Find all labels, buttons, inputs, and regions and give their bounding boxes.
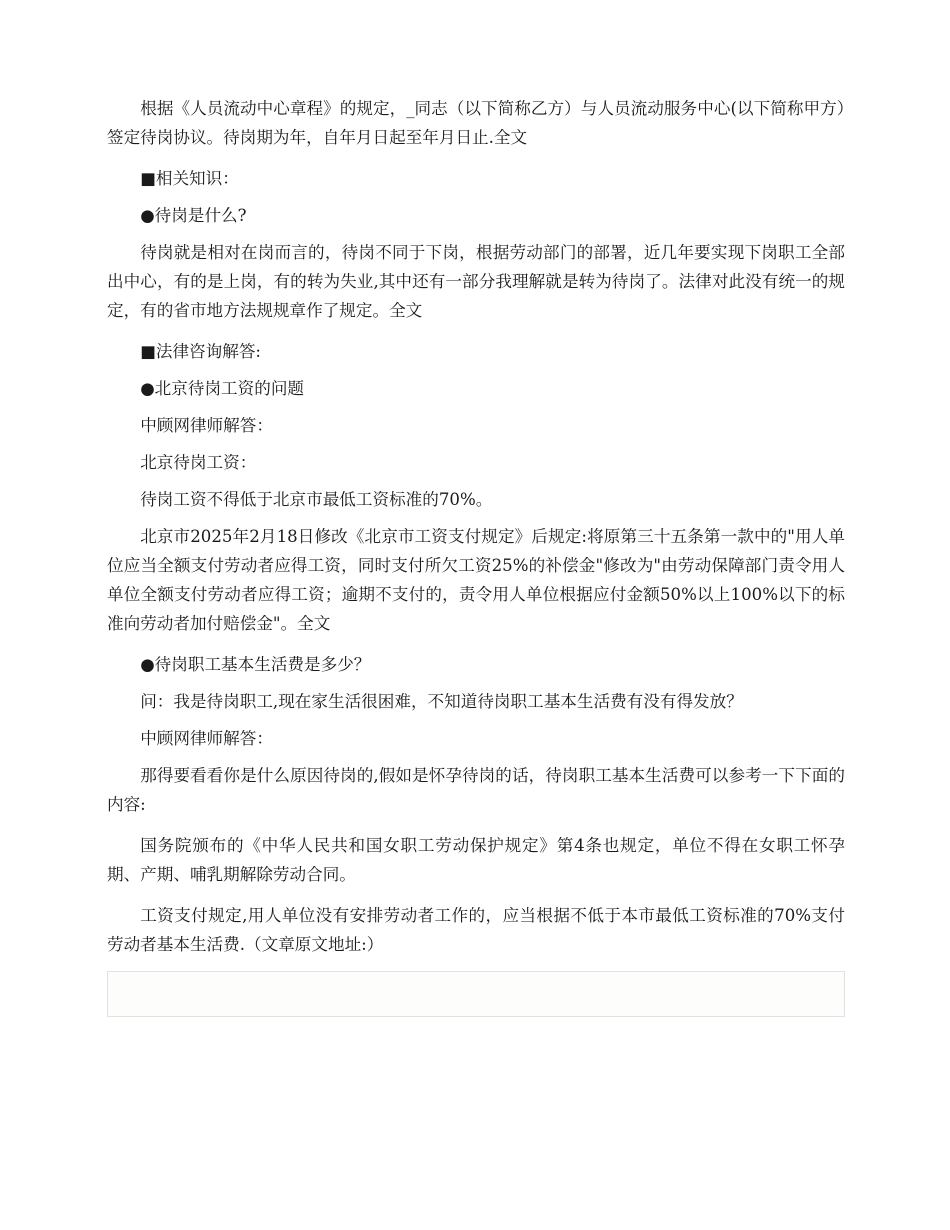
paragraph-wage-payment-rule: 工资支付规定,用人单位没有安排劳动者工作的，应当根据不低于本市最低工资标准的70%支付劳动者基本生活费.（文章原文地址:） bbox=[107, 906, 845, 954]
paragraph-user-question: 问：我是待岗职工,现在家生活很困难，不知道待岗职工基本生活费有没有得发放？ bbox=[140, 692, 743, 711]
section-heading-related-knowledge: ■相关知识： bbox=[140, 169, 239, 188]
paragraph-pregnancy-answer: 那得要看看你是什么原因待岗的,假如是怀孕待岗的话，待岗职工基本生活费可以参考一下下面的内容: bbox=[107, 766, 845, 814]
question-heading-what-is-daigang: ●待岗是什么? bbox=[140, 206, 247, 225]
lawyer-answer-label-2: 中顾网律师解答： bbox=[140, 729, 273, 748]
paragraph-beijing-regulation: 北京市2025年2月18日修改《北京市工资支付规定》后规定:将原第三十五条第一款中的"用人单位应当全额支付劳动者应得工资，同时支付所欠工资25%的补偿金"修改为"由劳动保障部门责令用人单位全额支付劳动者应得工资；逾期不支付的，责令用人单位根据应付金额50%以上100%以下的标准向劳动者加付赔偿金"。全文 bbox=[107, 527, 845, 633]
paragraph-daigang-definition: 待岗就是相对在岗而言的，待岗不同于下岗，根据劳动部门的部署，近几年要实现下岗职工全部出中心，有的是上岗，有的转为失业,其中还有一部分我理解就是转为待岗了。法律对此没有统一的规定，有的省市地方法规规章作了规定。全文 bbox=[107, 243, 845, 320]
question-heading-living-allowance: ●待岗职工基本生活费是多少？ bbox=[140, 655, 371, 674]
source-address-box bbox=[107, 971, 845, 1017]
section-heading-legal-consultation: ■法律咨询解答: bbox=[140, 342, 262, 361]
lawyer-answer-label-1: 中顾网律师解答： bbox=[140, 416, 273, 435]
beijing-wage-label: 北京待岗工资： bbox=[140, 453, 257, 472]
question-heading-beijing-wage: ●北京待岗工资的问题 bbox=[140, 379, 305, 398]
document-body bbox=[107, 94, 845, 1017]
paragraph-state-council-rule: 国务院颁布的《中华人民共和国女职工劳动保护规定》第4条也规定，单位不得在女职工怀孕期、产期、哺乳期解除劳动合同。 bbox=[107, 836, 845, 884]
paragraph-wage-minimum: 待岗工资不得低于北京市最低工资标准的70%。 bbox=[140, 490, 493, 509]
paragraph-agreement-intro: 根据《人员流动中心章程》的规定，_同志（以下简称乙方）与人员流动服务中心(以下简称甲方）签定待岗协议。待岗期为年，自年月日起至年月日止.全文 bbox=[107, 99, 845, 147]
